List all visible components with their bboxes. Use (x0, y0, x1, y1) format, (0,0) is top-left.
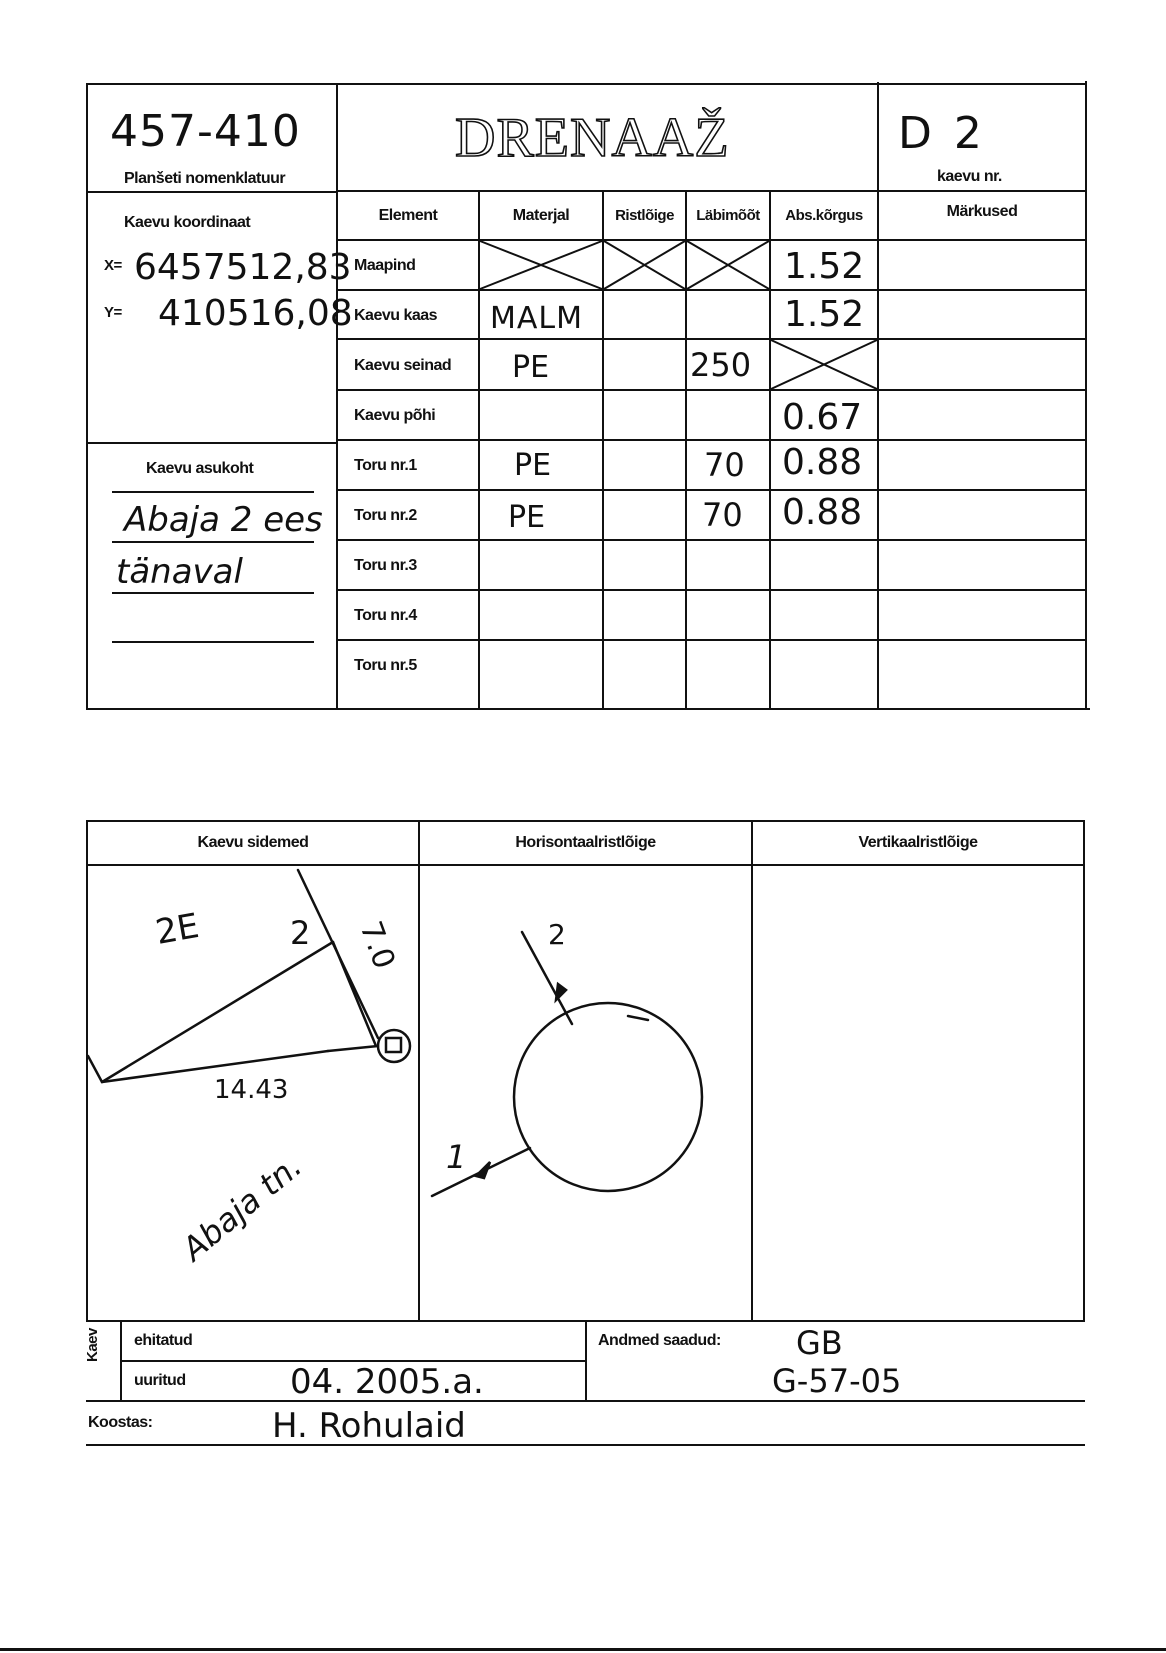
row-label-kaevu-kaas: Kaevu kaas (354, 307, 438, 324)
pipe-label-1: 1 (446, 1138, 467, 1176)
uuritud-label: uuritud (134, 1372, 186, 1389)
ehitatud-label: ehitatud (134, 1332, 193, 1349)
column-header-element: Element (378, 206, 438, 224)
page-title: DRENAAŽ (455, 107, 730, 169)
kaev-label: Kaev (84, 1328, 101, 1362)
street-label: Abaja tn. (174, 1146, 310, 1269)
abs-kaevu-kaas: 1.52 (784, 294, 865, 335)
coordinates-label: Kaevu koordinaat (124, 214, 251, 231)
y-coordinate-value: 410516,08 (158, 293, 353, 334)
label-distance-b: 14.43 (214, 1075, 289, 1105)
row-label-toru-5: Toru nr.5 (354, 657, 417, 674)
column-header-ristloige: Ristlõige (615, 207, 674, 224)
materjal-kaevu-kaas: MALM (490, 301, 584, 336)
uuritud-value: 04. 2005.a. (290, 1362, 484, 1402)
materjal-kaevu-seinad: PE (512, 350, 550, 385)
label-distance-a: 7.0 (352, 916, 402, 974)
andmed-value-1: GB (796, 1324, 843, 1362)
nomenclature-label: Planšeti nomenklatuur (124, 170, 286, 187)
nomenclature-value: 457-410 (110, 106, 301, 157)
pipe-label-2: 2 (548, 918, 566, 951)
column-header-markused: Märkused (946, 203, 1018, 220)
row-label-toru-1: Toru nr.1 (354, 457, 417, 474)
row-label-toru-4: Toru nr.4 (354, 607, 417, 624)
x-prefix: X= (104, 257, 122, 274)
location-line-1: Abaja 2 ees (124, 500, 323, 540)
row-label-maapind: Maapind (354, 257, 416, 274)
row-label-kaevu-pohi: Kaevu põhi (354, 407, 436, 424)
location-label: Kaevu asukoht (146, 460, 254, 477)
row-label-toru-3: Toru nr.3 (354, 557, 417, 574)
not-applicable-marks (0, 0, 1166, 720)
andmed-value-2: G-57-05 (772, 1362, 902, 1400)
abs-toru-1: 0.88 (782, 442, 863, 483)
abs-maapind: 1.52 (784, 246, 865, 287)
andmed-label: Andmed saadud: (598, 1332, 721, 1349)
row-label-kaevu-seinad: Kaevu seinad (354, 357, 452, 374)
location-line-2: tänaval (116, 552, 243, 592)
sidemed-sketch (88, 866, 418, 1320)
well-number-value: D 2 (898, 108, 986, 159)
column-header-labimoot: Läbimõõt (696, 207, 760, 224)
row-label-toru-2: Toru nr.2 (354, 507, 417, 524)
column-header-materjal: Materjal (512, 206, 570, 224)
materjal-toru-2: PE (508, 500, 546, 535)
koostas-value: H. Rohulaid (272, 1406, 466, 1446)
y-prefix: Y= (104, 304, 122, 321)
abs-kaevu-pohi: 0.67 (782, 397, 863, 438)
vertikaal-title: Vertikaalristlõige (858, 834, 978, 851)
page-bottom-edge (0, 1648, 1166, 1651)
label-2: 2 (290, 914, 311, 952)
abs-toru-2: 0.88 (782, 492, 863, 533)
horisontaal-title: Horisontaalristlõige (515, 834, 656, 851)
koostas-label: Koostas: (88, 1414, 153, 1431)
horisontaal-sketch (420, 866, 751, 1320)
sidemed-title: Kaevu sidemed (197, 834, 309, 851)
x-coordinate-value: 6457512,83 (134, 247, 352, 288)
well-number-label: kaevu nr. (937, 168, 1002, 185)
materjal-toru-1: PE (514, 448, 552, 483)
labimoot-toru-2: 70 (702, 496, 743, 534)
labimoot-kaevu-seinad: 250 (690, 346, 752, 384)
column-header-abs-korgus: Abs.kõrgus (785, 207, 863, 224)
labimoot-toru-1: 70 (704, 446, 745, 484)
label-2e: 2E (152, 905, 203, 953)
